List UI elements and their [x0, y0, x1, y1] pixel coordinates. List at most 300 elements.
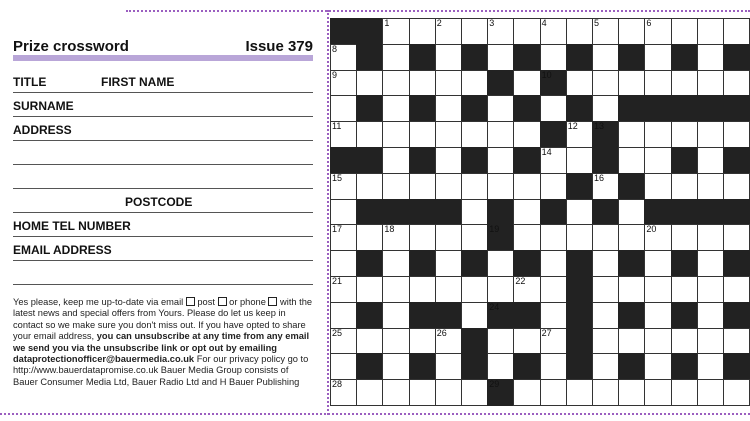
- black-square: [566, 328, 593, 355]
- black-square: [723, 147, 750, 174]
- black-square: [356, 95, 383, 122]
- black-square: [723, 199, 750, 226]
- crossword-cell[interactable]: [618, 328, 645, 355]
- crossword-cell[interactable]: [671, 276, 698, 303]
- black-square: [461, 44, 488, 71]
- crossword-cell[interactable]: [382, 328, 409, 355]
- black-square: [671, 44, 698, 71]
- black-square: [566, 173, 593, 200]
- crossword-cell[interactable]: [461, 302, 488, 329]
- crossword-cell[interactable]: [592, 353, 619, 380]
- crossword-cell[interactable]: [330, 95, 357, 122]
- unsubscribe-notice: you can unsubscribe at any time from any email we send you via the unsubscribe link or opt out by emailing dataprotectionofficer@bauermedia.co.uk: [13, 331, 310, 365]
- black-square: [592, 147, 619, 174]
- crossword-cell[interactable]: [540, 276, 567, 303]
- crossword-cell[interactable]: [540, 328, 567, 355]
- crossword-cell[interactable]: [382, 70, 409, 97]
- crossword-cell[interactable]: [697, 121, 724, 148]
- crossword-cell[interactable]: [723, 276, 750, 303]
- crossword-cell[interactable]: [644, 44, 671, 71]
- clue-number: 14: [541, 147, 552, 157]
- black-square: [540, 199, 567, 226]
- crossword-cell[interactable]: [644, 379, 671, 406]
- crossword-cell[interactable]: [461, 199, 488, 226]
- crossword-cell[interactable]: [461, 379, 488, 406]
- surname-label: SURNAME: [13, 99, 74, 113]
- black-square: [566, 353, 593, 380]
- crossword-cell[interactable]: [461, 70, 488, 97]
- crossword-cell[interactable]: [356, 276, 383, 303]
- crossword-cell[interactable]: [513, 328, 540, 355]
- crossword-cell[interactable]: [356, 121, 383, 148]
- crossword-cell[interactable]: [330, 276, 357, 303]
- crossword-cell[interactable]: [618, 276, 645, 303]
- black-square: [487, 302, 514, 329]
- email-line-2[interactable]: [13, 266, 313, 285]
- crossword-cell[interactable]: [382, 379, 409, 406]
- clue-number: 29: [489, 379, 500, 390]
- email-label: EMAIL ADDRESS: [13, 243, 112, 257]
- crossword-cell[interactable]: [618, 379, 645, 406]
- crossword-cell[interactable]: [644, 147, 671, 174]
- black-square: [723, 44, 750, 71]
- clue-number: 27: [541, 327, 552, 338]
- black-square: [723, 250, 750, 277]
- black-square: [618, 353, 645, 380]
- crossword-cell[interactable]: [409, 70, 436, 97]
- black-square: [409, 353, 436, 380]
- crossword-cell[interactable]: [540, 18, 567, 45]
- title-field[interactable]: [13, 74, 313, 93]
- black-square: [356, 44, 383, 71]
- black-square: [566, 95, 593, 122]
- clue-number: 16: [594, 172, 605, 183]
- black-square: [356, 147, 383, 174]
- crossword-cell[interactable]: [592, 250, 619, 277]
- bottom-dotted-border: [0, 413, 750, 415]
- crossword-cell[interactable]: [644, 224, 671, 251]
- crossword-cell[interactable]: [382, 276, 409, 303]
- crossword-cell[interactable]: [513, 173, 540, 200]
- crossword-cell[interactable]: [644, 302, 671, 329]
- clue-number: 21: [332, 276, 343, 286]
- crossword-cell[interactable]: [487, 95, 514, 122]
- crossword-cell[interactable]: [435, 173, 462, 200]
- crossword-cell[interactable]: [540, 379, 567, 406]
- crossword-cell[interactable]: [697, 353, 724, 380]
- crossword-cell[interactable]: [487, 328, 514, 355]
- crossword-cell[interactable]: [592, 44, 619, 71]
- clue-number: 2: [436, 18, 442, 28]
- crossword-cell[interactable]: [697, 302, 724, 329]
- clue-number: 18: [384, 224, 395, 235]
- crossword-cell[interactable]: [330, 199, 357, 226]
- crossword-cell[interactable]: [356, 328, 383, 355]
- black-square: [513, 95, 540, 122]
- crossword-cell[interactable]: [487, 353, 514, 380]
- crossword-cell[interactable]: [644, 18, 671, 45]
- black-square: [644, 95, 671, 122]
- crossword-cell[interactable]: [723, 121, 750, 148]
- black-square: [723, 353, 750, 380]
- crossword-cell[interactable]: [461, 276, 488, 303]
- black-square: [671, 250, 698, 277]
- crossword-cell[interactable]: [330, 224, 357, 251]
- form-title: Prize crossword: [13, 38, 129, 55]
- black-square: [540, 121, 567, 148]
- crossword-cell[interactable]: [723, 224, 750, 251]
- clue-number: 25: [332, 327, 343, 338]
- crossword-cell[interactable]: [435, 44, 462, 71]
- crossword-cell[interactable]: [618, 121, 645, 148]
- crossword-cell[interactable]: [435, 121, 462, 148]
- post-label: post: [197, 297, 215, 307]
- crossword-cell[interactable]: [513, 121, 540, 148]
- black-square: [409, 199, 436, 226]
- crossword-cell[interactable]: [382, 18, 409, 45]
- crossword-cell[interactable]: [330, 70, 357, 97]
- crossword-cell[interactable]: [671, 328, 698, 355]
- issue-number: Issue 379: [245, 38, 313, 55]
- title-label: TITLE: [13, 75, 47, 89]
- crossword-cell[interactable]: [382, 250, 409, 277]
- black-square: [618, 173, 645, 200]
- crossword-cell[interactable]: [409, 18, 436, 45]
- crossword-cell[interactable]: [513, 18, 540, 45]
- crossword-cell[interactable]: [671, 18, 698, 45]
- address-label: ADDRESS: [13, 123, 72, 137]
- clue-number: 24: [489, 301, 500, 312]
- crossword-cell[interactable]: [513, 199, 540, 226]
- surname-field[interactable]: [13, 98, 313, 117]
- crossword-cell[interactable]: [409, 121, 436, 148]
- black-square: [435, 199, 462, 226]
- crossword-cell[interactable]: [618, 147, 645, 174]
- crossword-cell[interactable]: [644, 250, 671, 277]
- top-dotted-border: [126, 10, 750, 12]
- crossword-cell[interactable]: [356, 173, 383, 200]
- black-square: [566, 276, 593, 303]
- clue-number: 15: [332, 172, 343, 183]
- postcode-label: POSTCODE: [125, 195, 193, 209]
- crossword-cell[interactable]: [566, 18, 593, 45]
- clue-number: 19: [489, 224, 500, 235]
- crossword-cell[interactable]: [435, 276, 462, 303]
- crossword-cell[interactable]: [382, 147, 409, 174]
- black-square: [461, 328, 488, 355]
- crossword-cell[interactable]: [644, 276, 671, 303]
- crossword-cell[interactable]: [540, 224, 567, 251]
- crossword-cell[interactable]: [697, 147, 724, 174]
- crossword-cell[interactable]: [513, 379, 540, 406]
- crossword-cell[interactable]: [487, 250, 514, 277]
- post-checkbox[interactable]: [218, 297, 227, 306]
- clue-number: 26: [436, 327, 447, 338]
- crossword-cell[interactable]: [671, 224, 698, 251]
- crossword-cell[interactable]: [592, 302, 619, 329]
- postcode-field[interactable]: [13, 194, 313, 213]
- crossword-cell[interactable]: [330, 121, 357, 148]
- crossword-cell[interactable]: [566, 224, 593, 251]
- crossword-cell[interactable]: [697, 44, 724, 71]
- black-square: [671, 199, 698, 226]
- crossword-cell[interactable]: [540, 250, 567, 277]
- crossword-cell[interactable]: [723, 70, 750, 97]
- clue-number: 4: [541, 18, 547, 28]
- crossword-cell[interactable]: [592, 95, 619, 122]
- crossword-cell[interactable]: [592, 276, 619, 303]
- clue-number: 10: [541, 69, 552, 80]
- side-dotted-border: [327, 10, 329, 415]
- crossword-cell[interactable]: [566, 147, 593, 174]
- consent-intro: Yes please, keep me up-to-date via email: [13, 297, 184, 307]
- black-square: [513, 147, 540, 174]
- black-square: [671, 95, 698, 122]
- clue-number: 8: [332, 43, 338, 54]
- crossword-cell[interactable]: [566, 379, 593, 406]
- black-square: [409, 44, 436, 71]
- black-square: [487, 379, 514, 406]
- crossword-cell[interactable]: [697, 18, 724, 45]
- first-name-label: FIRST NAME: [101, 75, 175, 89]
- crossword-cell[interactable]: [644, 121, 671, 148]
- crossword-cell[interactable]: [487, 44, 514, 71]
- crossword-cell[interactable]: [409, 276, 436, 303]
- crossword-cell[interactable]: [723, 328, 750, 355]
- crossword-cell[interactable]: [540, 173, 567, 200]
- crossword-cell[interactable]: [409, 173, 436, 200]
- crossword-cell[interactable]: [592, 224, 619, 251]
- black-square: [513, 44, 540, 71]
- black-square: [487, 224, 514, 251]
- crossword-cell[interactable]: [435, 328, 462, 355]
- crossword-cell[interactable]: [671, 173, 698, 200]
- crossword-cell[interactable]: [330, 250, 357, 277]
- crossword-cell[interactable]: [644, 328, 671, 355]
- crossword-cell[interactable]: [592, 18, 619, 45]
- black-square: [356, 250, 383, 277]
- black-square: [487, 70, 514, 97]
- crossword-cell[interactable]: [461, 121, 488, 148]
- crossword-cell[interactable]: [697, 250, 724, 277]
- black-square: [461, 250, 488, 277]
- black-square: [697, 199, 724, 226]
- black-square: [566, 250, 593, 277]
- crossword-cell[interactable]: [618, 224, 645, 251]
- crossword-cell[interactable]: [592, 379, 619, 406]
- clue-number: 3: [489, 18, 495, 28]
- crossword-cell[interactable]: [723, 18, 750, 45]
- clue-number: 1: [384, 18, 390, 28]
- black-square: [618, 250, 645, 277]
- black-square: [356, 18, 383, 45]
- black-square: [592, 199, 619, 226]
- black-square: [487, 199, 514, 226]
- crossword-cell[interactable]: [435, 379, 462, 406]
- crossword-cell[interactable]: [540, 353, 567, 380]
- crossword-cell[interactable]: [461, 18, 488, 45]
- crossword-cell[interactable]: [382, 353, 409, 380]
- crossword-cell[interactable]: [487, 276, 514, 303]
- crossword-cell[interactable]: [697, 276, 724, 303]
- black-square: [461, 147, 488, 174]
- crossword-cell[interactable]: [409, 379, 436, 406]
- email-field[interactable]: [13, 242, 313, 261]
- black-square: [671, 147, 698, 174]
- crossword-cell[interactable]: [382, 224, 409, 251]
- consent-body: with the latest news and special offers from Yours. Please do let us keep in contact so we make sure you don't miss out. If you have opted to share your email address,: [13, 297, 313, 342]
- crossword-cell[interactable]: [356, 224, 383, 251]
- black-square: [592, 121, 619, 148]
- clue-number: 11: [332, 121, 342, 132]
- crossword-cell[interactable]: [566, 70, 593, 97]
- crossword-cell[interactable]: [671, 70, 698, 97]
- crossword-cell[interactable]: [697, 328, 724, 355]
- crossword-cell[interactable]: [487, 18, 514, 45]
- black-square: [435, 302, 462, 329]
- black-square: [723, 95, 750, 122]
- crossword-cell[interactable]: [382, 173, 409, 200]
- crossword-cell[interactable]: [697, 70, 724, 97]
- clue-number: 6: [646, 18, 652, 28]
- crossword-cell[interactable]: [356, 70, 383, 97]
- crossword-cell[interactable]: [671, 379, 698, 406]
- black-square: [723, 302, 750, 329]
- entry-form: [0, 24, 326, 408]
- crossword-cell[interactable]: [435, 224, 462, 251]
- black-square: [356, 353, 383, 380]
- crossword-cell[interactable]: [487, 147, 514, 174]
- black-square: [330, 147, 357, 174]
- crossword-cell[interactable]: [435, 95, 462, 122]
- clue-number: 20: [646, 224, 657, 235]
- black-square: [382, 199, 409, 226]
- crossword-cell[interactable]: [330, 173, 357, 200]
- crossword-cell[interactable]: [330, 44, 357, 71]
- crossword-cell[interactable]: [435, 353, 462, 380]
- crossword-cell[interactable]: [513, 70, 540, 97]
- address-line-2[interactable]: [13, 146, 313, 165]
- consent-text: [13, 297, 315, 388]
- crossword-cell[interactable]: [644, 173, 671, 200]
- black-square: [356, 199, 383, 226]
- black-square: [409, 302, 436, 329]
- crossword-cell[interactable]: [382, 302, 409, 329]
- black-square: [566, 44, 593, 71]
- black-square: [409, 250, 436, 277]
- crossword-cell[interactable]: [540, 95, 567, 122]
- crossword-cell[interactable]: [435, 250, 462, 277]
- crossword-cell[interactable]: [330, 379, 357, 406]
- black-square: [461, 353, 488, 380]
- email-checkbox[interactable]: [186, 297, 195, 306]
- black-square: [697, 95, 724, 122]
- crossword-cell[interactable]: [513, 224, 540, 251]
- black-square: [461, 95, 488, 122]
- crossword-cell[interactable]: [697, 173, 724, 200]
- crossword-cell[interactable]: [723, 173, 750, 200]
- crossword-cell[interactable]: [618, 70, 645, 97]
- crossword-cell[interactable]: [723, 379, 750, 406]
- crossword-cell[interactable]: [618, 18, 645, 45]
- crossword-cell[interactable]: [487, 173, 514, 200]
- black-square: [671, 302, 698, 329]
- black-square: [671, 353, 698, 380]
- black-square: [566, 302, 593, 329]
- crossword-cell[interactable]: [356, 379, 383, 406]
- crossword-cell[interactable]: [540, 44, 567, 71]
- crossword-cell[interactable]: [671, 121, 698, 148]
- crossword-cell[interactable]: [382, 121, 409, 148]
- crossword-cell[interactable]: [487, 121, 514, 148]
- address-field[interactable]: [13, 122, 313, 141]
- black-square: [513, 302, 540, 329]
- black-square: [409, 95, 436, 122]
- crossword-cell[interactable]: [592, 173, 619, 200]
- crossword-cell[interactable]: [461, 173, 488, 200]
- address-line-3[interactable]: [13, 170, 313, 189]
- crossword-cell[interactable]: [461, 224, 488, 251]
- clue-number: 13: [594, 121, 605, 132]
- crossword-cell[interactable]: [644, 70, 671, 97]
- black-square: [618, 302, 645, 329]
- crossword-cell[interactable]: [697, 379, 724, 406]
- crossword-cell[interactable]: [435, 18, 462, 45]
- crossword-cell[interactable]: [409, 224, 436, 251]
- crossword-cell[interactable]: [540, 147, 567, 174]
- clue-number: 12: [567, 121, 578, 132]
- black-square: [618, 95, 645, 122]
- black-square: [644, 199, 671, 226]
- crossword-cell[interactable]: [382, 44, 409, 71]
- crossword-cell[interactable]: [618, 199, 645, 226]
- crossword-cell[interactable]: [644, 353, 671, 380]
- clue-number: 17: [332, 224, 343, 235]
- crossword-cell[interactable]: [435, 70, 462, 97]
- crossword-cell[interactable]: [513, 276, 540, 303]
- crossword-cell[interactable]: [592, 70, 619, 97]
- phone-checkbox[interactable]: [268, 297, 277, 306]
- home-tel-label: HOME TEL NUMBER: [13, 219, 131, 233]
- black-square: [330, 18, 357, 45]
- home-tel-field[interactable]: [13, 218, 313, 237]
- black-square: [356, 302, 383, 329]
- phone-label: or phone: [229, 297, 266, 307]
- crossword-cell[interactable]: [382, 95, 409, 122]
- crossword-cell[interactable]: [697, 224, 724, 251]
- black-square: [513, 353, 540, 380]
- crossword-cell[interactable]: [540, 302, 567, 329]
- header-bar: [13, 55, 313, 61]
- crossword-cell[interactable]: [435, 147, 462, 174]
- black-square: [409, 147, 436, 174]
- crossword-cell[interactable]: [409, 328, 436, 355]
- clue-number: 22: [515, 276, 526, 286]
- privacy-policy: For our privacy policy go to http://www.bauerdatapromise.co.uk Bauer Media Group consists of Bauer Consumer Media Ltd, Bauer Radio Ltd and H Bauer Publishing: [13, 354, 309, 387]
- black-square: [513, 250, 540, 277]
- clue-number: 5: [594, 18, 600, 28]
- clue-number: 28: [332, 379, 343, 390]
- black-square: [618, 44, 645, 71]
- crossword-cell[interactable]: [566, 199, 593, 226]
- crossword-cell[interactable]: [330, 328, 357, 355]
- crossword-cell[interactable]: [330, 302, 357, 329]
- clue-number: 9: [332, 69, 338, 80]
- black-square: [540, 70, 567, 97]
- crossword-cell[interactable]: [592, 328, 619, 355]
- crossword-cell[interactable]: [330, 353, 357, 380]
- crossword-cell[interactable]: [566, 121, 593, 148]
